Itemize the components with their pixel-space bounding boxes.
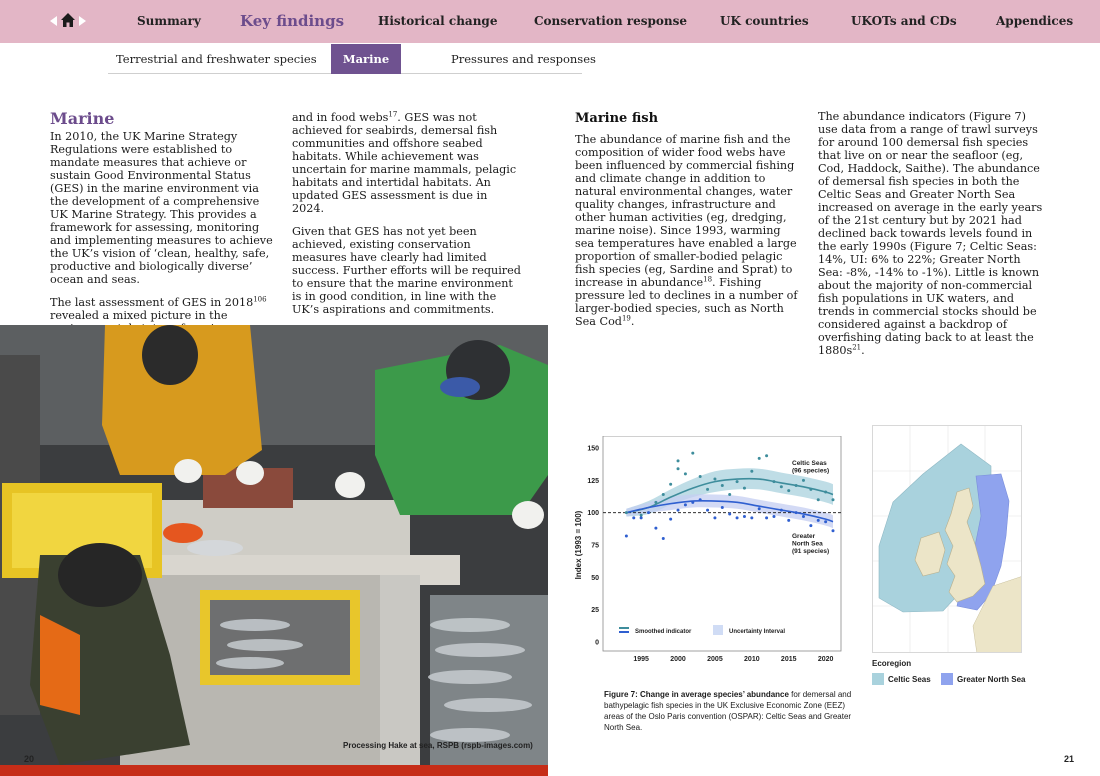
subnav-marine[interactable]: Marine: [331, 44, 401, 74]
data-point: [795, 511, 798, 514]
data-point: [765, 454, 768, 457]
nav-summary[interactable]: Summary: [137, 14, 201, 28]
legend-item-celtic-seas: Celtic Seas: [872, 673, 931, 685]
marine-fish-column-2: [818, 110, 1048, 367]
marine-heading: Marine: [50, 109, 115, 128]
marine-fish-paragraph-2: The abundance indicators (Figure 7) use data from a range of trawl surveys for around 100 demersal fish species that live on or near the seafloor (eg, Cod, Haddock, Saithe). The abundance of demersal fish species in both the Celtic Seas and Greater North Sea increased on average in the early years of the 21st century but by 2021 had declined back towards levels found in the early 1990s (Figure 7; Celtic Seas: 14%, UI: 6% to 22%; Greater North Sea: -8%, -14% to -1%). Little is known about the majority of non-commercial fish populations in UK waters, and trends in commercial stocks should be considered against a backdrop of overfishing dating back to at least the $1880s^{21}$.: [818, 110, 1043, 357]
subnav-pressures-responses[interactable]: Pressures and responses: [451, 52, 596, 66]
next-page-arrow-icon[interactable]: [79, 16, 86, 26]
footnote-ref[interactable]: 18: [703, 275, 713, 284]
data-point: [691, 501, 694, 504]
data-point: [654, 527, 657, 530]
nav-key-findings[interactable]: Key findings: [240, 12, 345, 30]
data-point: [750, 470, 753, 473]
marine-column-2: [292, 111, 522, 326]
y-axis-label: Index (1993 = 100): [574, 510, 583, 580]
data-point: [824, 520, 827, 523]
data-point: [677, 459, 680, 462]
footnote-ref[interactable]: 19: [621, 314, 631, 323]
data-point: [684, 503, 687, 506]
data-point: [802, 515, 805, 518]
data-point: [780, 509, 783, 512]
photo-processing-hake: [0, 325, 548, 776]
series-label: (91 species): [792, 548, 830, 555]
data-point: [640, 516, 643, 519]
map-legend: [872, 659, 1026, 684]
page-number-right: 21: [1064, 754, 1075, 764]
data-point: [817, 498, 820, 501]
figure-7-chart: [568, 436, 850, 672]
data-point: [684, 472, 687, 475]
data-point: [736, 480, 739, 483]
data-point: [632, 516, 635, 519]
data-point: [736, 516, 739, 519]
x-tick-label: 2020: [817, 656, 834, 663]
data-point: [780, 485, 783, 488]
data-point: [640, 514, 643, 517]
data-point: [625, 511, 628, 514]
nav-controls: [50, 12, 86, 30]
data-point: [625, 534, 628, 537]
data-point: [728, 493, 731, 496]
data-point: [795, 484, 798, 487]
x-tick-label: 2015: [780, 656, 797, 663]
nav-conservation-response[interactable]: Conservation response: [534, 14, 687, 28]
footnote-ref[interactable]: 21: [852, 343, 862, 352]
nav-appendices[interactable]: Appendices: [996, 14, 1074, 28]
data-point: [647, 511, 650, 514]
data-point: [699, 498, 702, 501]
legend-swatch-smoothed-a: [619, 627, 629, 629]
y-tick-label: 100: [587, 510, 599, 518]
data-point: [750, 516, 753, 519]
data-point: [758, 457, 761, 460]
legend-item-greater-north-sea: Greater North Sea: [941, 673, 1025, 685]
marine-paragraph-2: The last assessment of GES in 2018$^{106}$ revealed a mixed picture in the: [50, 295, 267, 322]
x-tick-label: 2005: [707, 656, 723, 663]
data-point: [787, 489, 790, 492]
data-point: [654, 501, 657, 504]
data-point: [743, 487, 746, 490]
data-point: [662, 537, 665, 540]
marine-paragraph-1: In 2010, the UK Marine Strategy Regulations were established to mandate measures that achieve or sustain Good Environmental Status (GES) in the marine environment via the development of a comprehensive UK Marine Strategy. This provides a framework for assessing, monitoring and implementing measures to achieve the UK’s vision of ‘clean, healthy, safe, productive and biologically diverse’ ocean and seas.: [50, 130, 273, 286]
marine-fish-heading: Marine fish: [575, 111, 659, 126]
data-point: [809, 488, 812, 491]
data-point: [706, 509, 709, 512]
marine-column-1: [50, 110, 275, 358]
nav-historical-change[interactable]: Historical change: [378, 14, 498, 28]
legend-swatch-smoothed-b: [619, 631, 629, 633]
x-tick-label: 2010: [744, 656, 760, 663]
data-point: [706, 488, 709, 491]
data-point: [809, 524, 812, 527]
data-point: [832, 529, 835, 532]
page-number-left: 20: [24, 754, 35, 764]
data-point: [772, 480, 775, 483]
data-point: [713, 516, 716, 519]
data-point: [824, 490, 827, 493]
data-point: [787, 519, 790, 522]
legend-swatch-greater-north-sea: [941, 673, 953, 685]
legend-swatch-celtic-seas: [872, 673, 884, 685]
y-tick-label: 0: [595, 639, 599, 647]
x-tick-label: 1995: [633, 656, 649, 663]
data-point: [677, 467, 680, 470]
series-label: North Sea: [792, 540, 823, 548]
marine-fish-paragraph-1: The abundance of marine fish and the composition of wider food webs have been influenced by commercial fishing and climate change in addition to natural environmental changes, water quality changes, infrastructure and other human activities (eg, dredging, marine noise). Since 1993, warming sea temperatures have enabled a large proportion of smaller-bodied pelagic fish species (eg, Sardine and Sprat) to increase in abundance$^{18}$. Fishing pressure led to declines in a number of larger-bodied species, such as North Sea Cod$^{19}$.: [575, 133, 798, 328]
legend-swatch-uncertainty: [713, 625, 723, 635]
nav-ukots-cds[interactable]: UKOTs and CDs: [851, 14, 957, 28]
data-point: [721, 484, 724, 487]
photo-caption: Processing Hake at sea, RSPB (rspb-images.com): [343, 741, 533, 750]
series-label: (96 species): [792, 467, 830, 475]
data-point: [669, 518, 672, 521]
data-point: [728, 512, 731, 515]
previous-page-arrow-icon[interactable]: [50, 16, 57, 26]
data-point: [772, 515, 775, 518]
data-point: [677, 509, 680, 512]
legend-uncertainty-interval: Uncertainty Interval: [729, 629, 786, 635]
footnote-ref[interactable]: 17: [388, 110, 398, 119]
sub-navigation: [108, 44, 596, 74]
series-label: Greater: [792, 533, 816, 540]
top-navigation: [0, 0, 1100, 43]
data-point: [669, 483, 672, 486]
legend-smoothed-indicator: Smoothed indicator: [635, 629, 692, 635]
data-point: [832, 498, 835, 501]
marine-fish-column-1: [575, 111, 801, 338]
data-point: [758, 507, 761, 510]
data-point: [662, 493, 665, 496]
abundance-line-chart: [568, 436, 850, 672]
data-point: [802, 479, 805, 482]
y-tick-label: 125: [587, 477, 599, 485]
y-tick-label: 50: [591, 574, 599, 582]
data-point: [743, 515, 746, 518]
marine-paragraph-3: and in food webs$^{17}$. GES was not achieved for seabirds, demersal fish communities and offshore seabed habitats. While achievement was uncertain for marine mammals, pelagic habitats and intertidal habitats. An updated GES assessment is due in 2024.: [292, 110, 517, 215]
x-tick-label: 2000: [670, 656, 686, 663]
data-point: [691, 452, 694, 455]
home-icon[interactable]: [60, 12, 76, 28]
data-point: [699, 475, 702, 478]
data-point: [721, 506, 724, 509]
subnav-terrestrial-freshwater[interactable]: Terrestrial and freshwater species: [116, 52, 317, 66]
y-tick-label: 75: [591, 542, 599, 550]
y-tick-label: 150: [587, 445, 599, 453]
figure-7-caption: Figure 7: Change in average species’ abundance for demersal and bathypelagic fish species in the UK Exclusive Economic Zone (EEZ) areas of the Oslo Paris convention (OSPAR): Celtic Seas and Greater North Sea.: [604, 690, 852, 732]
nav-uk-countries[interactable]: UK countries: [720, 14, 809, 28]
legend-title: Ecoregion: [872, 659, 912, 668]
y-tick-label: 25: [591, 607, 599, 615]
data-point: [817, 519, 820, 522]
series-label: Celtic Seas: [792, 460, 827, 467]
data-point: [713, 478, 716, 481]
ecoregion-map: [872, 425, 1022, 653]
data-point: [765, 516, 768, 519]
marine-paragraph-4: Given that GES has not yet been achieved, existing conservation measures have clearly had limited success. Further efforts will be required to ensure that the marine environment is in good condition, in line with the UK’s aspirations and commitments.: [292, 225, 521, 316]
footnote-ref[interactable]: 106: [253, 295, 267, 304]
